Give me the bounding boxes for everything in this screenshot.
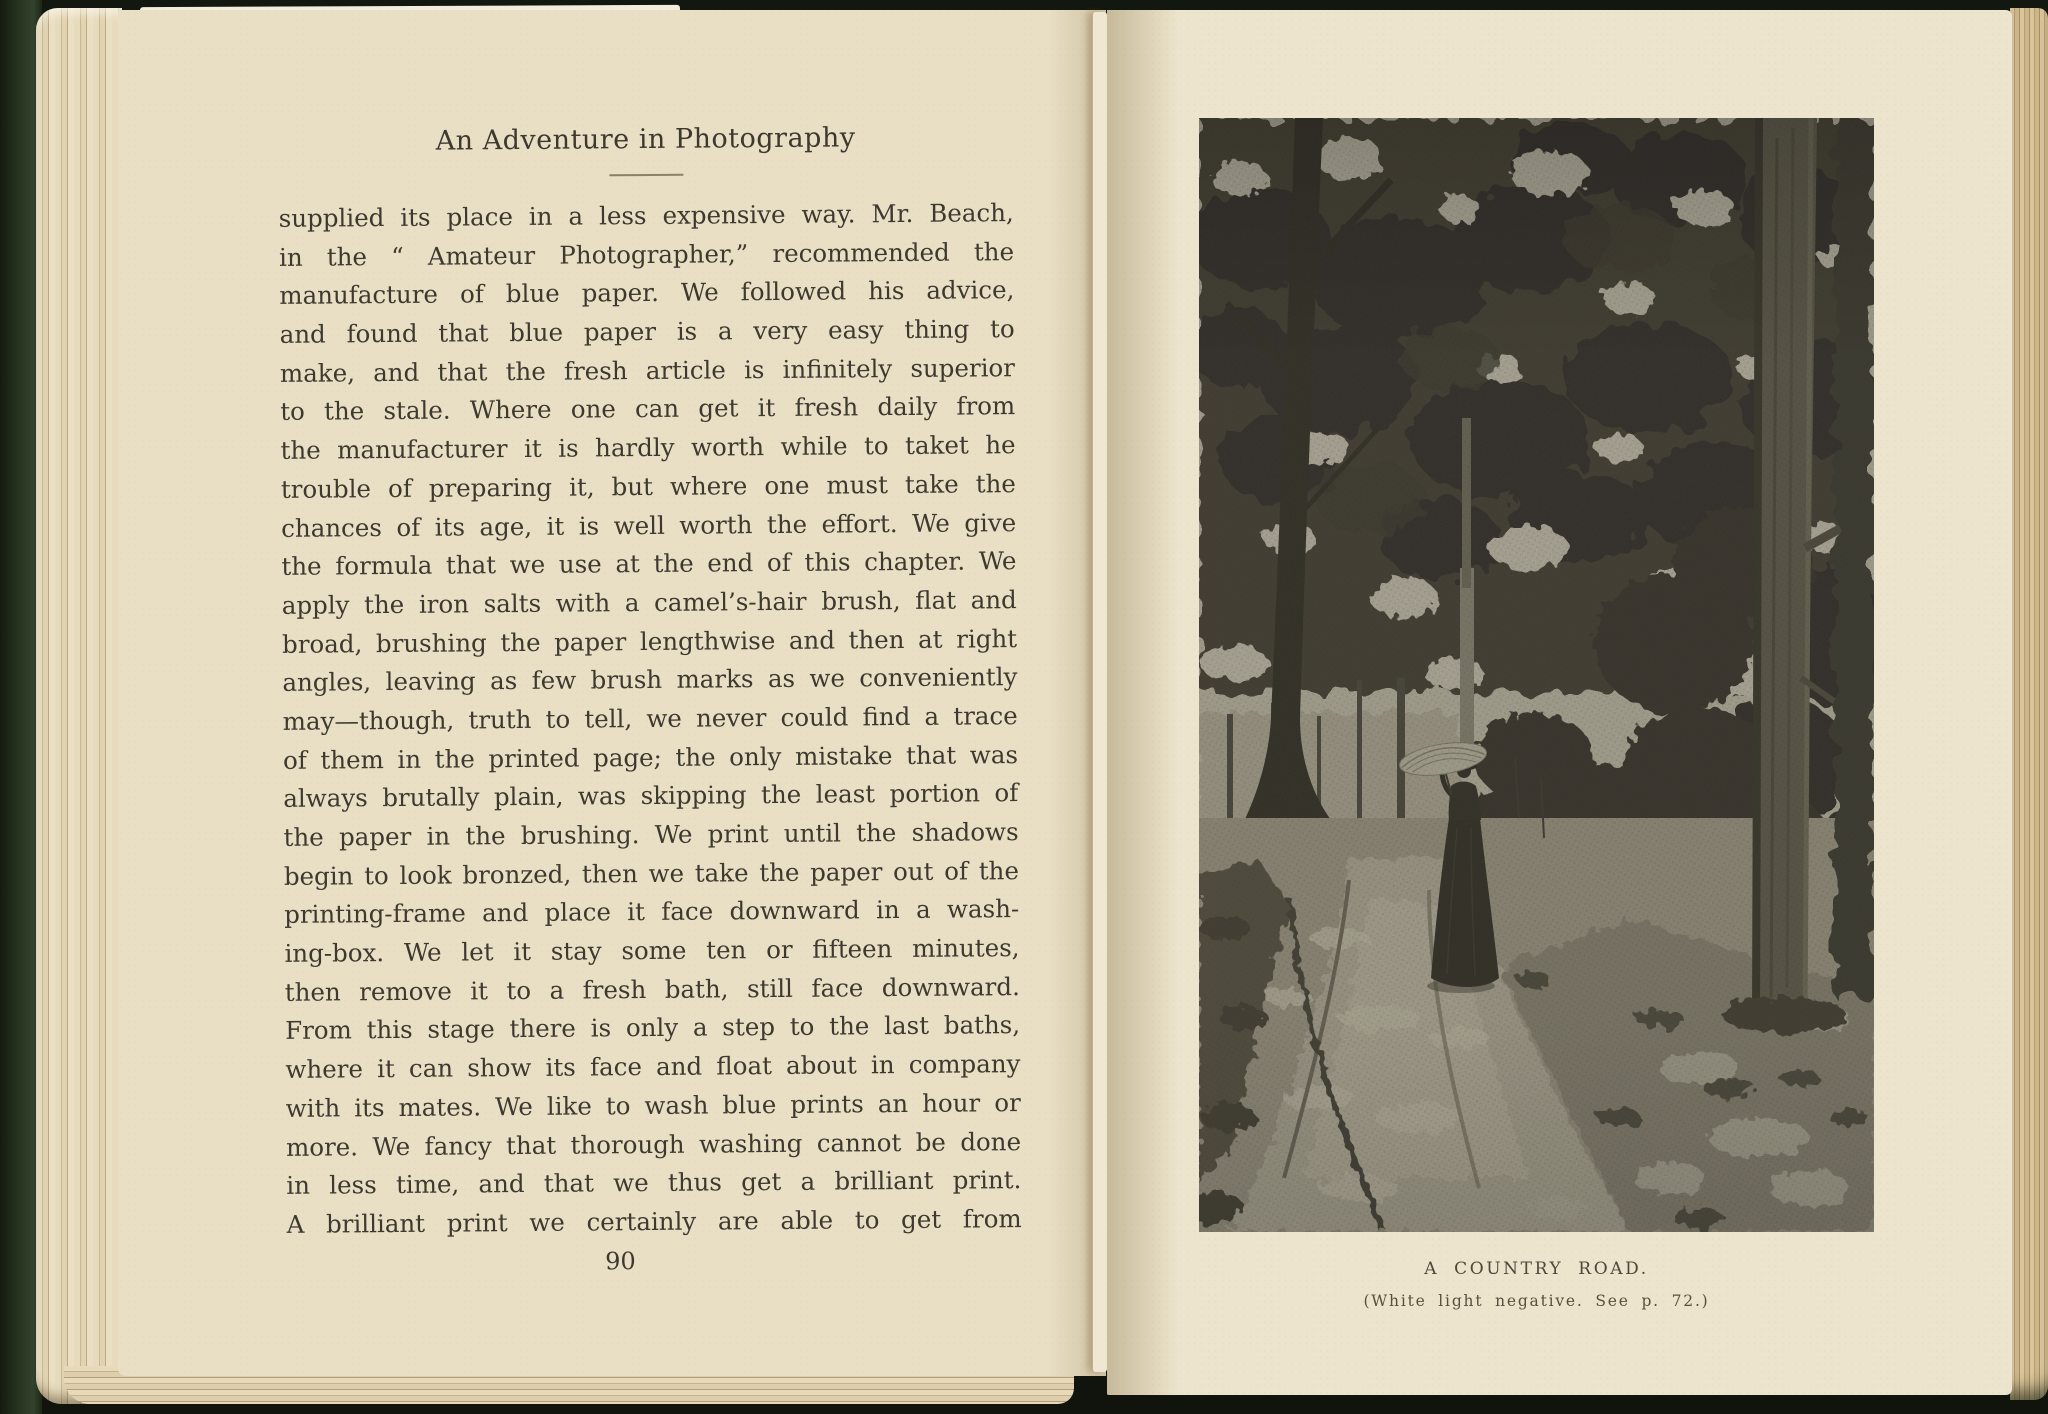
left-page — [118, 10, 1106, 1376]
text-line: with its mates. We like to wash blue prints an hour or — [285, 1087, 1021, 1123]
page-deckle-edge — [1092, 12, 1107, 1372]
text-line: in the “ Amateur Photographer,” recommended the — [278, 236, 1015, 272]
running-header: An Adventure in Photography — [435, 122, 856, 157]
text-line: printing-frame and place it face downward in a wash- — [284, 894, 1020, 930]
text-line: chances of its age, it is well worth the effort. We give — [281, 507, 1017, 543]
page-edges-left — [36, 8, 122, 1404]
plate-caption: A COUNTRY ROAD. — [1424, 1259, 1649, 1279]
page-edges-right — [2010, 8, 2048, 1400]
text-line: ing-box. We let it stay some ten or fifteen minutes, — [284, 933, 1020, 968]
text-line: more. We fancy that thorough washing cannot be done — [285, 1126, 1022, 1162]
text-line: of them in the printed page; the only mistake that was — [282, 739, 1019, 775]
text-line: the paper in the brushing. We print until the shadows — [283, 817, 1019, 852]
text-line: make, and that the fresh article is infinitely superior — [279, 352, 1016, 388]
text-line: apply the iron salts with a camel’s-hair brush, flat and — [281, 584, 1017, 620]
text-line: to the stale. Where one can get it fresh daily from — [280, 391, 1016, 427]
text-line: the formula that we use at the end of this chapter. We — [281, 546, 1017, 582]
text-line: where it can show its face and float about in company — [285, 1049, 1021, 1084]
text-line: From this stage there is only a step to the last baths, — [285, 1010, 1021, 1046]
text-line: manufacture of blue paper. We followed his advice, — [279, 275, 1015, 311]
text-line: supplied its place in a less expensive way. Mr. Beach, — [278, 198, 1014, 233]
plate-note: (White light negative. See p. 72.) — [1363, 1292, 1710, 1310]
text-line: angles, leaving as few brush marks as we conveniently — [282, 662, 1018, 698]
plate-photo — [1199, 118, 1874, 1232]
text-line: may—though, truth to tell, we never could find a trace — [282, 701, 1018, 736]
header-rule — [609, 174, 683, 177]
text-line: and found that blue paper is a very easy thing to — [279, 314, 1015, 349]
right-page — [1107, 10, 2012, 1395]
sepia-tint — [1199, 118, 1874, 1232]
text-line: begin to look bronzed, then we take the paper out of the — [283, 855, 1020, 891]
text-column — [278, 119, 1022, 1277]
text-line: in less time, and that we thus get a brilliant print. — [286, 1165, 1022, 1201]
body-text — [279, 194, 1022, 1244]
text-line: trouble of preparing it, but where one must take the — [280, 468, 1016, 504]
plate-caption-block — [1199, 1232, 1874, 1310]
text-line: broad, brushing the paper lengthwise and then at right — [281, 623, 1018, 659]
text-line: then remove it to a fresh bath, still face downward. — [284, 971, 1020, 1007]
page-number: 90 — [605, 1246, 636, 1275]
text-line: A brilliant print we certainly are able to get from — [286, 1203, 1022, 1239]
country-road-photo-svg — [1199, 118, 1874, 1232]
text-line: the manufacturer it is hardly worth while to taket he — [280, 430, 1016, 466]
text-line: always brutally plain, was skipping the least portion of — [283, 778, 1019, 814]
